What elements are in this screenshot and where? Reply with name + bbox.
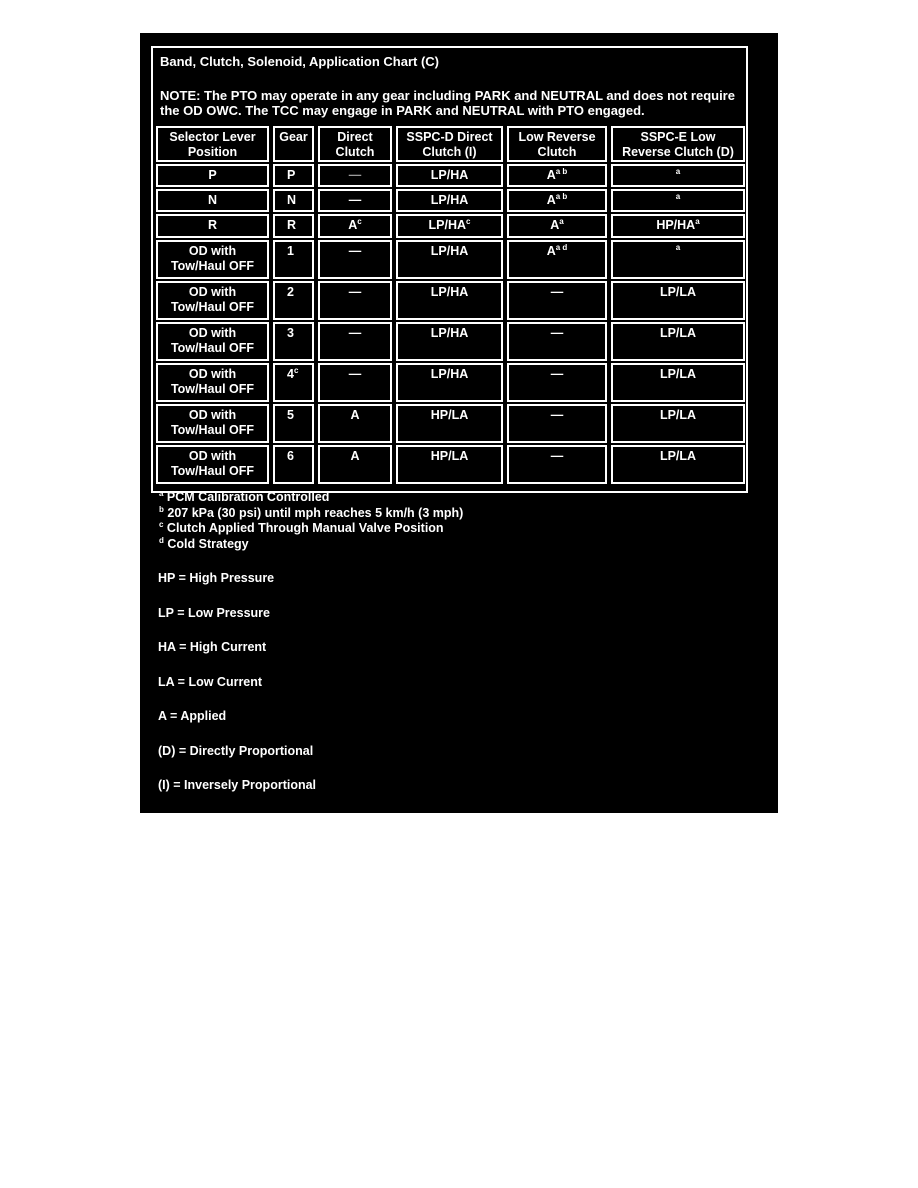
cell-low-reverse-clutch (507, 164, 607, 187)
cell-sspc-d-direct-clutch (396, 240, 503, 279)
cell-low-reverse-clutch (507, 189, 607, 212)
cell-sspc-d-direct-clutch (396, 281, 503, 320)
cell-value: LP/HA (428, 218, 467, 232)
cell-selector-position (156, 240, 269, 279)
footnote-marker: b (159, 504, 164, 514)
cell-value: OD with Tow/Haul OFF (170, 408, 255, 437)
header-gear (273, 126, 314, 162)
chart-title: Band, Clutch, Solenoid, Application Chart (C) (160, 54, 440, 69)
cell-value: LP/LA (659, 285, 697, 299)
cell-value: — (550, 449, 564, 463)
cell-value: LP/HA (430, 285, 469, 299)
legend-item: (D) = Directly Proportional (158, 743, 314, 758)
cell-value: — (348, 244, 362, 258)
cell-sspc-d-direct-clutch (396, 404, 503, 443)
footnote-marker: d (159, 535, 164, 545)
footnote-d (159, 537, 463, 553)
cell-gear (273, 363, 314, 402)
cell-value: Gear (279, 130, 308, 144)
cell-value: — (550, 408, 564, 422)
chart-frame (151, 46, 748, 493)
cell-value: LP/HA (430, 193, 469, 207)
footnote-marker: c (293, 365, 299, 375)
header-sspc-d-direct-clutch (396, 126, 503, 162)
cell-value: HP/LA (430, 449, 469, 463)
footnote-b (159, 506, 463, 522)
cell-value: — (348, 168, 362, 182)
cell-value: Low Reverse Clutch (518, 130, 596, 159)
cell-value: OD with Tow/Haul OFF (170, 449, 255, 478)
cell-value: OD with Tow/Haul OFF (170, 367, 255, 396)
footnote-marker: c (357, 216, 362, 226)
cell-sspc-d-direct-clutch (396, 164, 503, 187)
footnote-text: 207 kPa (30 psi) until mph reaches 5 km/h (3 mph) (163, 505, 464, 520)
cell-value: — (348, 193, 362, 207)
cell-value: — (550, 367, 564, 381)
cell-value: P (208, 168, 217, 182)
cell-value: A (348, 218, 358, 232)
cell-direct-clutch (318, 363, 392, 402)
cell-value: LP/LA (659, 408, 697, 422)
cell-low-reverse-clutch (507, 240, 607, 279)
cell-direct-clutch (318, 281, 392, 320)
application-table (156, 126, 743, 488)
cell-value: 4 (287, 367, 294, 381)
cell-value: A (546, 168, 556, 182)
cell-selector-position (156, 189, 269, 212)
cell-selector-position (156, 445, 269, 484)
footnote-marker: a (695, 216, 700, 226)
footnote-marker: a (675, 166, 681, 176)
cell-value: — (550, 285, 564, 299)
legend-item: LA = Low Current (158, 674, 263, 689)
cell-gear (273, 404, 314, 443)
cell-value: 3 (287, 326, 294, 340)
cell-gear (273, 214, 314, 238)
cell-sspc-d-direct-clutch (396, 363, 503, 402)
footnotes (159, 490, 463, 552)
cell-value: 1 (287, 244, 294, 258)
legend-item: HP = High Pressure (158, 571, 275, 585)
cell-value: A (350, 449, 360, 463)
cell-value: Direct Clutch (335, 130, 375, 159)
cell-value: OD with Tow/Haul OFF (170, 326, 255, 355)
cell-direct-clutch (318, 240, 392, 279)
cell-value: 2 (287, 285, 294, 299)
legend-item: (I) = Inversely Proportional (158, 778, 317, 792)
cell-low-reverse-clutch (507, 281, 607, 320)
cell-value: LP/LA (659, 449, 697, 463)
cell-gear (273, 281, 314, 320)
cell-sspc-e-low-reverse-clutch (611, 214, 745, 238)
cell-value: LP/HA (430, 367, 469, 381)
chart-note: NOTE: The PTO may operate in any gear including PARK and NEUTRAL and does not require the OD OWC. The TCC may engage in PARK and NEUTRAL with PTO engaged. (160, 88, 735, 118)
cell-sspc-e-low-reverse-clutch (611, 363, 745, 402)
cell-value: LP/HA (430, 326, 469, 340)
cell-selector-position (156, 214, 269, 238)
cell-sspc-e-low-reverse-clutch (611, 322, 745, 361)
cell-value: R (207, 218, 218, 232)
footnote-c (159, 521, 463, 537)
cell-low-reverse-clutch (507, 404, 607, 443)
cell-value: HP/HA (656, 218, 696, 232)
cell-low-reverse-clutch (507, 322, 607, 361)
cell-sspc-e-low-reverse-clutch (611, 281, 745, 320)
cell-selector-position (156, 281, 269, 320)
footnote-text: PCM Calibration Controlled (163, 490, 330, 504)
footnote-marker: a (559, 216, 564, 226)
cell-direct-clutch (318, 164, 392, 187)
cell-value: SSPC-D Direct Clutch (I) (406, 130, 493, 159)
header-sspc-e-low-reverse-clutch (611, 126, 745, 162)
footnote-marker: c (466, 216, 471, 226)
footnote-marker: a (675, 242, 681, 252)
cell-value: A (350, 408, 360, 422)
footnote-text: Clutch Applied Through Manual Valve Position (163, 521, 444, 535)
cell-value: N (287, 193, 297, 207)
cell-value: R (287, 218, 297, 232)
cell-gear (273, 240, 314, 279)
footnote-marker: a b (555, 166, 568, 176)
cell-sspc-e-low-reverse-clutch (611, 445, 745, 484)
cell-low-reverse-clutch (507, 363, 607, 402)
footnote-a (159, 490, 463, 506)
cell-value: 5 (287, 408, 294, 422)
cell-gear (273, 445, 314, 484)
cell-value: — (348, 367, 362, 381)
cell-direct-clutch (318, 404, 392, 443)
cell-low-reverse-clutch (507, 214, 607, 238)
cell-selector-position (156, 164, 269, 187)
cell-direct-clutch (318, 322, 392, 361)
cell-value: SSPC-E Low Reverse Clutch (D) (622, 130, 734, 159)
cell-sspc-d-direct-clutch (396, 322, 503, 361)
cell-value: A (546, 193, 556, 207)
cell-sspc-e-low-reverse-clutch (611, 164, 745, 187)
legend-item: A = Applied (158, 709, 227, 723)
cell-sspc-d-direct-clutch (396, 445, 503, 484)
cell-sspc-d-direct-clutch (396, 189, 503, 212)
footnote-marker: c (159, 519, 164, 529)
header-direct-clutch (318, 126, 392, 162)
legend-item: HA = High Current (158, 640, 267, 654)
cell-gear (273, 189, 314, 212)
cell-gear (273, 322, 314, 361)
cell-sspc-d-direct-clutch (396, 214, 503, 238)
footnote-marker: a b (555, 191, 568, 201)
cell-selector-position (156, 363, 269, 402)
footnote-marker: a (675, 191, 681, 201)
footnote-marker: a (159, 488, 164, 498)
cell-value: Selector Lever Position (169, 130, 256, 159)
cell-value: N (207, 193, 218, 207)
cell-value: — (348, 285, 362, 299)
header-low-reverse-clutch (507, 126, 607, 162)
cell-value: — (348, 326, 362, 340)
footnote-marker: a d (555, 242, 568, 252)
cell-direct-clutch (318, 214, 392, 238)
cell-value: — (550, 326, 564, 340)
cell-value: LP/HA (430, 244, 469, 258)
header-selector-position (156, 126, 269, 162)
cell-selector-position (156, 322, 269, 361)
application-chart-panel (140, 33, 778, 813)
cell-value: OD with Tow/Haul OFF (170, 285, 255, 314)
cell-value: 6 (287, 449, 294, 463)
cell-low-reverse-clutch (507, 445, 607, 484)
cell-sspc-e-low-reverse-clutch (611, 404, 745, 443)
cell-value: LP/LA (659, 367, 697, 381)
cell-value: A (546, 244, 556, 258)
cell-value: A (550, 218, 560, 232)
cell-value: LP/HA (430, 168, 469, 182)
footnote-text: Cold Strategy (163, 536, 249, 551)
cell-value: HP/LA (430, 408, 469, 422)
cell-sspc-e-low-reverse-clutch (611, 240, 745, 279)
abbreviation-legend (158, 571, 316, 813)
cell-value: P (287, 168, 296, 182)
cell-sspc-e-low-reverse-clutch (611, 189, 745, 212)
cell-gear (273, 164, 314, 187)
legend-item: LP = Low Pressure (158, 605, 270, 620)
cell-selector-position (156, 404, 269, 443)
cell-direct-clutch (318, 445, 392, 484)
cell-value: LP/LA (659, 326, 697, 340)
cell-direct-clutch (318, 189, 392, 212)
cell-value: OD with Tow/Haul OFF (170, 244, 255, 273)
